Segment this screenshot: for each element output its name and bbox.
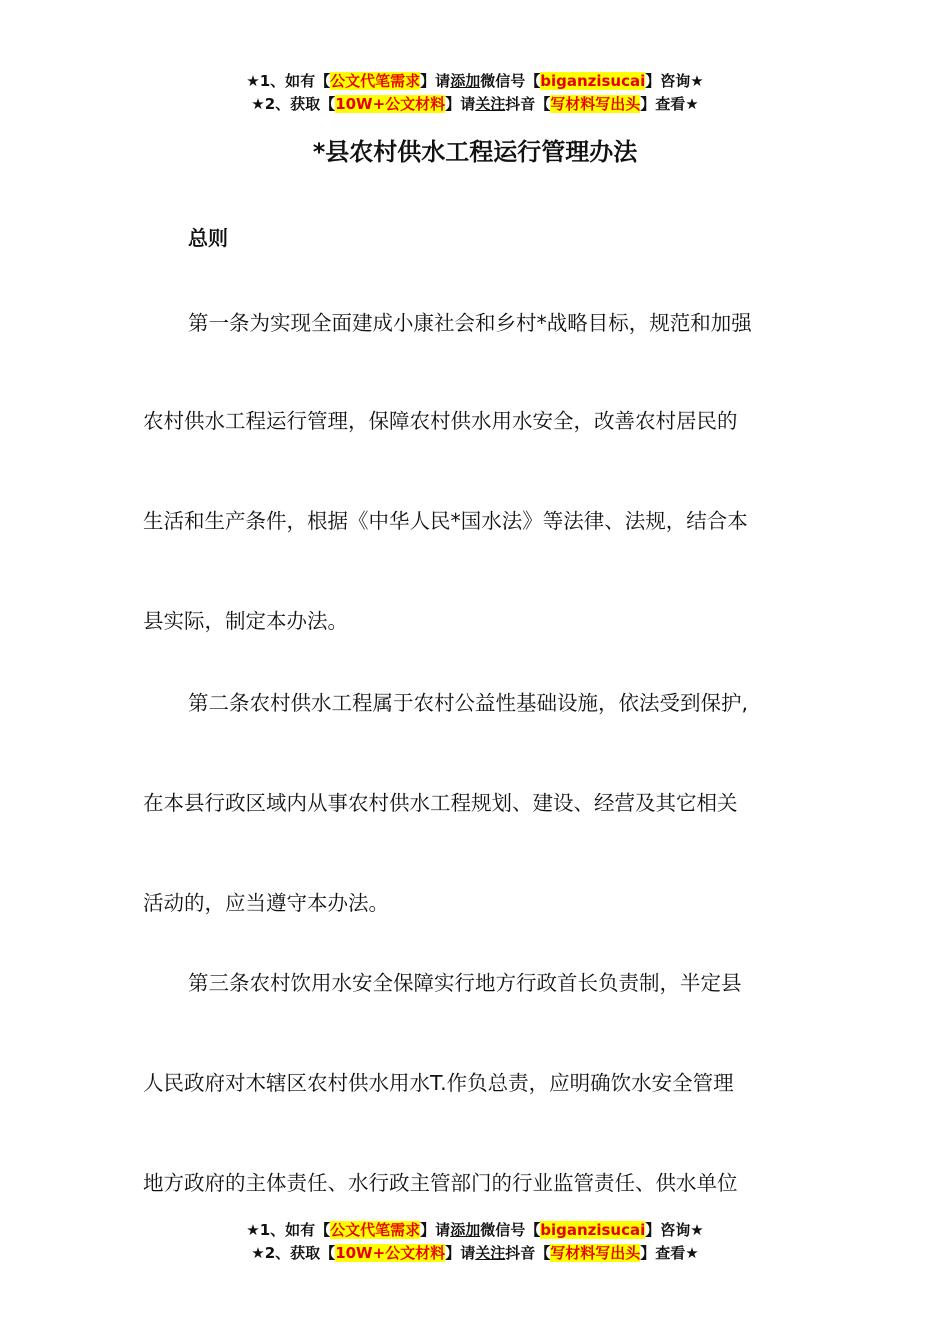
banner-text: 】请: [420, 1221, 451, 1239]
banner-wechat-id: biganzisucai: [540, 1221, 646, 1239]
banner-underline: 关注: [475, 1244, 506, 1262]
banner-text: ★2、获取【: [251, 1244, 336, 1262]
banner-underline: 添加: [450, 1221, 481, 1239]
banner-douyin-name: 写材料写出头: [550, 95, 641, 113]
body-line: 第三条农村饮用水安全保障实行地方行政首长负责制，半定县: [188, 971, 742, 995]
body-line: 人民政府对木辖区农村供水用水T.作负总责，应明确饮水安全管理: [143, 1071, 734, 1095]
document-title: *县农村供水工程运行管理办法: [312, 138, 638, 166]
banner-line-1: [0, 1219, 950, 1242]
banner-douyin-name: 写材料写出头: [550, 1244, 641, 1262]
banner-line-1: [0, 70, 950, 93]
banner-text: ★1、如有【: [246, 1221, 331, 1239]
banner-text: 微信号【: [480, 1221, 541, 1239]
banner-highlight: 公文代笔需求: [330, 72, 421, 90]
banner-wechat-id: biganzisucai: [540, 72, 646, 90]
section-heading: 总则: [188, 226, 228, 250]
banner-text: ★2、获取【: [251, 95, 336, 113]
banner-text: 】查看★: [640, 1244, 699, 1262]
banner-text: ★1、如有【: [246, 72, 331, 90]
body-line: 地方政府的主体责任、水行政主管部门的行业监管责任、供水单位: [143, 1171, 738, 1195]
banner-text: 】咨询★: [645, 72, 704, 90]
bottom-banner: [0, 1219, 950, 1265]
body-line: 在本县行政区域内从事农村供水工程规划、建设、经营及其它相关: [143, 791, 738, 815]
body-line: 生活和生产条件，根据《中华人民*国水法》等法律、法规，结合本: [143, 509, 748, 533]
banner-underline: 关注: [475, 95, 506, 113]
body-line: 活动的，应当遵守本办法。: [143, 891, 389, 915]
banner-highlight: 公文代笔需求: [330, 1221, 421, 1239]
banner-text: 微信号【: [480, 72, 541, 90]
top-banner: [0, 70, 950, 116]
body-line: 第一条为实现全面建成小康社会和乡村*战略目标，规范和加强: [188, 311, 752, 335]
banner-text: 】查看★: [640, 95, 699, 113]
banner-highlight: 10W+公文材料: [335, 95, 446, 113]
body-line: 县实际，制定本办法。: [143, 609, 348, 633]
banner-text: 抖音【: [505, 1244, 551, 1262]
banner-text: 】咨询★: [645, 1221, 704, 1239]
banner-line-2: [0, 1242, 950, 1265]
banner-line-2: [0, 93, 950, 116]
banner-text: 抖音【: [505, 95, 551, 113]
banner-underline: 添加: [450, 72, 481, 90]
body-line: 第二条农村供水工程属于农村公益性基础设施，依法受到保护,: [188, 691, 749, 715]
body-line: 农村供水工程运行管理，保障农村供水用水安全，改善农村居民的: [143, 409, 738, 433]
banner-highlight: 10W+公文材料: [335, 1244, 446, 1262]
banner-text: 】请: [445, 1244, 476, 1262]
banner-text: 】请: [445, 95, 476, 113]
banner-text: 】请: [420, 72, 451, 90]
